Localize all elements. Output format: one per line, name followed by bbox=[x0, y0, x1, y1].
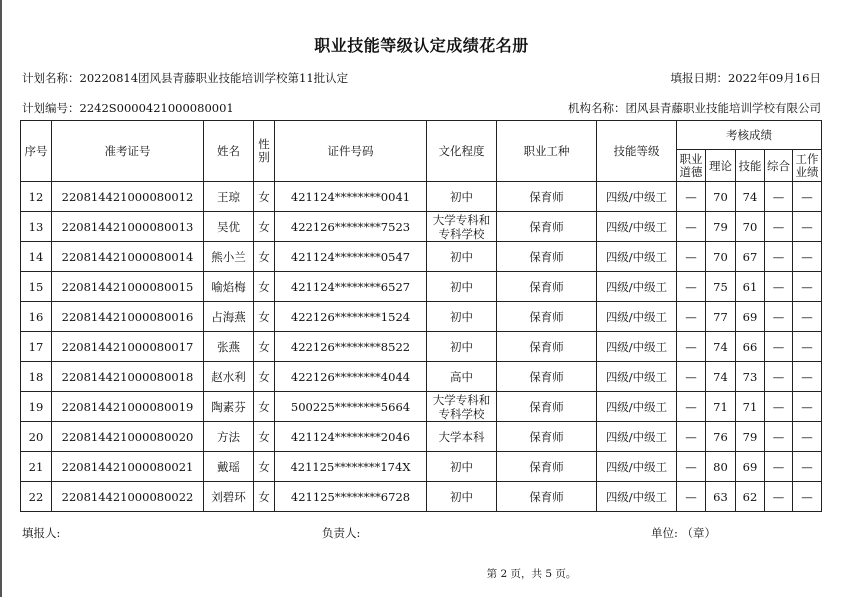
education-line: 大学专科和 bbox=[432, 212, 491, 227]
education-text bbox=[450, 280, 473, 294]
cell-id-no: 422126********7523 bbox=[275, 212, 427, 242]
cell-id-no: 421125********6728 bbox=[275, 482, 427, 512]
cell-name: 陶素芬 bbox=[204, 392, 254, 422]
table-body bbox=[21, 182, 822, 512]
cell-exam-no: 220814421000080020 bbox=[52, 422, 204, 452]
header-skill: 技能 bbox=[736, 150, 765, 182]
cell-gender: 女 bbox=[254, 332, 275, 362]
cell-name: 占海燕 bbox=[204, 302, 254, 332]
cell-name: 喻焰梅 bbox=[204, 272, 254, 302]
cell-skill: 69 bbox=[736, 452, 765, 482]
cell-gender: 女 bbox=[254, 452, 275, 482]
cell-skill: 61 bbox=[736, 272, 765, 302]
cell-education bbox=[427, 212, 497, 242]
table-row bbox=[21, 242, 822, 272]
cell-seq: 22 bbox=[21, 482, 52, 512]
header-theory: 理论 bbox=[706, 150, 736, 182]
cell-level: 四级/中级工 bbox=[597, 302, 677, 332]
cell-theory: 79 bbox=[706, 212, 736, 242]
cell-ethics: — bbox=[677, 182, 706, 212]
cell-exam-no: 220814421000080017 bbox=[52, 332, 204, 362]
cell-skill: 70 bbox=[736, 212, 765, 242]
table-row bbox=[21, 362, 822, 392]
cell-name: 赵水利 bbox=[204, 362, 254, 392]
cell-seq: 14 bbox=[21, 242, 52, 272]
cell-theory: 76 bbox=[706, 422, 736, 452]
cell-performance: — bbox=[793, 362, 822, 392]
education-text bbox=[450, 340, 473, 354]
header-ethics-line2: 道德 bbox=[679, 164, 703, 179]
cell-ethics: — bbox=[677, 452, 706, 482]
cell-performance: — bbox=[793, 302, 822, 332]
cell-exam-no: 220814421000080022 bbox=[52, 482, 204, 512]
cell-id-no: 421124********2046 bbox=[275, 422, 427, 452]
cell-exam-no: 220814421000080013 bbox=[52, 212, 204, 242]
cell-overall: — bbox=[765, 362, 793, 392]
plan-name: 计划名称：20220814团风县青藤职业技能培训学校第11批认定 bbox=[22, 71, 349, 85]
cell-name: 方法 bbox=[204, 422, 254, 452]
document-title: 职业技能等级认定成绩花名册 bbox=[314, 36, 529, 55]
cell-name: 王琼 bbox=[204, 182, 254, 212]
fill-date: 填报日期：2022年09月16日 bbox=[670, 71, 821, 85]
cell-gender: 女 bbox=[254, 272, 275, 302]
cell-overall: — bbox=[765, 182, 793, 212]
cell-id-no: 500225********5664 bbox=[275, 392, 427, 422]
header-performance bbox=[793, 150, 822, 182]
score-roster-table bbox=[20, 120, 822, 512]
cell-education bbox=[427, 302, 497, 332]
table-row bbox=[21, 182, 822, 212]
cell-id-no: 421124********0041 bbox=[275, 182, 427, 212]
cell-name: 戴瑶 bbox=[204, 452, 254, 482]
page-indicator-text: 第 2 页，共 5 页。 bbox=[486, 568, 577, 580]
cell-skill: 67 bbox=[736, 242, 765, 272]
cell-seq: 16 bbox=[21, 302, 52, 332]
cell-level: 四级/中级工 bbox=[597, 332, 677, 362]
cell-seq: 15 bbox=[21, 272, 52, 302]
cell-job: 保育师 bbox=[497, 332, 597, 362]
cell-education bbox=[427, 392, 497, 422]
cell-job: 保育师 bbox=[497, 362, 597, 392]
cell-level: 四级/中级工 bbox=[597, 482, 677, 512]
cell-exam-no: 220814421000080021 bbox=[52, 452, 204, 482]
cell-ethics: — bbox=[677, 362, 706, 392]
reporter-label: 填报人: bbox=[22, 526, 61, 540]
cell-seq: 17 bbox=[21, 332, 52, 362]
cell-seq: 21 bbox=[21, 452, 52, 482]
cell-performance: — bbox=[793, 332, 822, 362]
header-scores: 考核成绩 bbox=[677, 121, 822, 150]
cell-overall: — bbox=[765, 482, 793, 512]
education-line: 初中 bbox=[450, 279, 473, 294]
cell-gender: 女 bbox=[254, 212, 275, 242]
cell-education bbox=[427, 422, 497, 452]
education-text bbox=[450, 250, 473, 264]
header-gender-line2: 别 bbox=[258, 150, 270, 164]
cell-job: 保育师 bbox=[497, 182, 597, 212]
cell-name: 吴优 bbox=[204, 212, 254, 242]
cell-seq: 19 bbox=[21, 392, 52, 422]
cell-skill: 66 bbox=[736, 332, 765, 362]
cell-skill: 69 bbox=[736, 302, 765, 332]
cell-id-no: 422126********1524 bbox=[275, 302, 427, 332]
cell-job: 保育师 bbox=[497, 482, 597, 512]
header-job: 职业工种 bbox=[497, 121, 597, 182]
cell-theory: 63 bbox=[706, 482, 736, 512]
cell-id-no: 421124********6527 bbox=[275, 272, 427, 302]
cell-education bbox=[427, 482, 497, 512]
organization-name: 机构名称：团风县青藤职业技能培训学校有限公司 bbox=[568, 101, 821, 115]
cell-theory: 80 bbox=[706, 452, 736, 482]
cell-theory: 70 bbox=[706, 242, 736, 272]
cell-education bbox=[427, 362, 497, 392]
cell-performance: — bbox=[793, 242, 822, 272]
cell-skill: 71 bbox=[736, 392, 765, 422]
header-seq: 序号 bbox=[21, 121, 52, 182]
cell-ethics: — bbox=[677, 212, 706, 242]
cell-seq: 12 bbox=[21, 182, 52, 212]
page-left-border bbox=[0, 0, 2, 597]
cell-name: 张燕 bbox=[204, 332, 254, 362]
header-education: 文化程度 bbox=[427, 121, 497, 182]
cell-overall: — bbox=[765, 452, 793, 482]
cell-job: 保育师 bbox=[497, 452, 597, 482]
education-line: 初中 bbox=[450, 249, 473, 264]
cell-ethics: — bbox=[677, 332, 706, 362]
header-level: 技能等级 bbox=[597, 121, 677, 182]
header-ethics-line1: 职业 bbox=[679, 151, 703, 166]
cell-name: 刘碧环 bbox=[204, 482, 254, 512]
cell-theory: 70 bbox=[706, 182, 736, 212]
education-text bbox=[450, 310, 473, 324]
table-row bbox=[21, 392, 822, 422]
education-line: 专科学校 bbox=[438, 226, 485, 241]
cell-education bbox=[427, 332, 497, 362]
cell-level: 四级/中级工 bbox=[597, 272, 677, 302]
education-line: 初中 bbox=[450, 489, 473, 504]
education-text bbox=[439, 430, 485, 444]
cell-seq: 20 bbox=[21, 422, 52, 452]
header-gender-line1: 性 bbox=[258, 137, 270, 151]
cell-level: 四级/中级工 bbox=[597, 392, 677, 422]
table-row bbox=[21, 422, 822, 452]
cell-theory: 74 bbox=[706, 362, 736, 392]
cell-education bbox=[427, 452, 497, 482]
cell-theory: 71 bbox=[706, 392, 736, 422]
cell-seq: 13 bbox=[21, 212, 52, 242]
education-text bbox=[450, 370, 473, 384]
cell-overall: — bbox=[765, 302, 793, 332]
education-line: 大学专科和 bbox=[432, 392, 491, 407]
cell-education bbox=[427, 182, 497, 212]
cell-overall: — bbox=[765, 272, 793, 302]
cell-theory: 75 bbox=[706, 272, 736, 302]
cell-id-no: 422126********8522 bbox=[275, 332, 427, 362]
header-ethics bbox=[677, 150, 706, 182]
cell-overall: — bbox=[765, 392, 793, 422]
cell-gender: 女 bbox=[254, 392, 275, 422]
cell-ethics: — bbox=[677, 392, 706, 422]
table-row bbox=[21, 272, 822, 302]
header-name: 姓名 bbox=[204, 121, 254, 182]
cell-gender: 女 bbox=[254, 182, 275, 212]
cell-overall: — bbox=[765, 242, 793, 272]
cell-education bbox=[427, 242, 497, 272]
cell-id-no: 422126********4044 bbox=[275, 362, 427, 392]
cell-exam-no: 220814421000080014 bbox=[52, 242, 204, 272]
cell-exam-no: 220814421000080016 bbox=[52, 302, 204, 332]
cell-performance: — bbox=[793, 182, 822, 212]
responsible-label: 负责人: bbox=[322, 526, 361, 540]
education-line: 初中 bbox=[450, 189, 473, 204]
cell-ethics: — bbox=[677, 482, 706, 512]
education-line: 初中 bbox=[450, 309, 473, 324]
cell-gender: 女 bbox=[254, 422, 275, 452]
cell-overall: — bbox=[765, 332, 793, 362]
cell-ethics: — bbox=[677, 242, 706, 272]
cell-level: 四级/中级工 bbox=[597, 452, 677, 482]
cell-seq: 18 bbox=[21, 362, 52, 392]
cell-id-no: 421125********174X bbox=[275, 452, 427, 482]
cell-gender: 女 bbox=[254, 302, 275, 332]
education-line: 大学本科 bbox=[438, 429, 485, 444]
header-performance-line2: 业绩 bbox=[795, 164, 819, 179]
cell-exam-no: 220814421000080018 bbox=[52, 362, 204, 392]
cell-level: 四级/中级工 bbox=[597, 422, 677, 452]
cell-performance: — bbox=[793, 272, 822, 302]
header-id-no: 证件号码 bbox=[275, 121, 427, 182]
education-text bbox=[433, 213, 491, 241]
cell-exam-no: 220814421000080019 bbox=[52, 392, 204, 422]
table-row bbox=[21, 482, 822, 512]
header-exam-no: 准考证号 bbox=[52, 121, 204, 182]
table-row bbox=[21, 332, 822, 362]
cell-theory: 77 bbox=[706, 302, 736, 332]
cell-job: 保育师 bbox=[497, 272, 597, 302]
cell-ethics: — bbox=[677, 272, 706, 302]
education-text bbox=[433, 393, 491, 421]
page-indicator bbox=[0, 566, 843, 581]
cell-level: 四级/中级工 bbox=[597, 182, 677, 212]
cell-performance: — bbox=[793, 212, 822, 242]
education-line: 初中 bbox=[450, 459, 473, 474]
education-line: 高中 bbox=[450, 369, 473, 384]
cell-job: 保育师 bbox=[497, 242, 597, 272]
cell-exam-no: 220814421000080015 bbox=[52, 272, 204, 302]
table-row bbox=[21, 212, 822, 242]
cell-education bbox=[427, 272, 497, 302]
cell-performance: — bbox=[793, 452, 822, 482]
cell-job: 保育师 bbox=[497, 302, 597, 332]
education-line: 专科学校 bbox=[438, 406, 485, 421]
cell-performance: — bbox=[793, 392, 822, 422]
cell-job: 保育师 bbox=[497, 422, 597, 452]
cell-gender: 女 bbox=[254, 362, 275, 392]
cell-level: 四级/中级工 bbox=[597, 242, 677, 272]
cell-ethics: — bbox=[677, 302, 706, 332]
education-text bbox=[450, 460, 473, 474]
cell-skill: 79 bbox=[736, 422, 765, 452]
cell-name: 熊小兰 bbox=[204, 242, 254, 272]
cell-performance: — bbox=[793, 422, 822, 452]
cell-skill: 62 bbox=[736, 482, 765, 512]
plan-number: 计划编号：2242S0000421000080001 bbox=[22, 101, 234, 115]
table-row bbox=[21, 302, 822, 332]
header-gender bbox=[254, 121, 275, 182]
cell-job: 保育师 bbox=[497, 212, 597, 242]
cell-overall: — bbox=[765, 422, 793, 452]
header-performance-line1: 工作 bbox=[795, 151, 819, 166]
cell-exam-no: 220814421000080012 bbox=[52, 182, 204, 212]
cell-level: 四级/中级工 bbox=[597, 212, 677, 242]
education-line: 初中 bbox=[450, 339, 473, 354]
unit-seal-label: 单位: （章） bbox=[651, 526, 717, 540]
cell-overall: — bbox=[765, 212, 793, 242]
cell-id-no: 421124********0547 bbox=[275, 242, 427, 272]
cell-ethics: — bbox=[677, 422, 706, 452]
cell-job: 保育师 bbox=[497, 392, 597, 422]
table-row bbox=[21, 452, 822, 482]
cell-skill: 73 bbox=[736, 362, 765, 392]
cell-gender: 女 bbox=[254, 242, 275, 272]
cell-gender: 女 bbox=[254, 482, 275, 512]
cell-theory: 74 bbox=[706, 332, 736, 362]
education-text bbox=[450, 490, 473, 504]
cell-skill: 74 bbox=[736, 182, 765, 212]
header-overall: 综合 bbox=[765, 150, 793, 182]
cell-level: 四级/中级工 bbox=[597, 362, 677, 392]
cell-performance: — bbox=[793, 482, 822, 512]
education-text bbox=[450, 190, 473, 204]
